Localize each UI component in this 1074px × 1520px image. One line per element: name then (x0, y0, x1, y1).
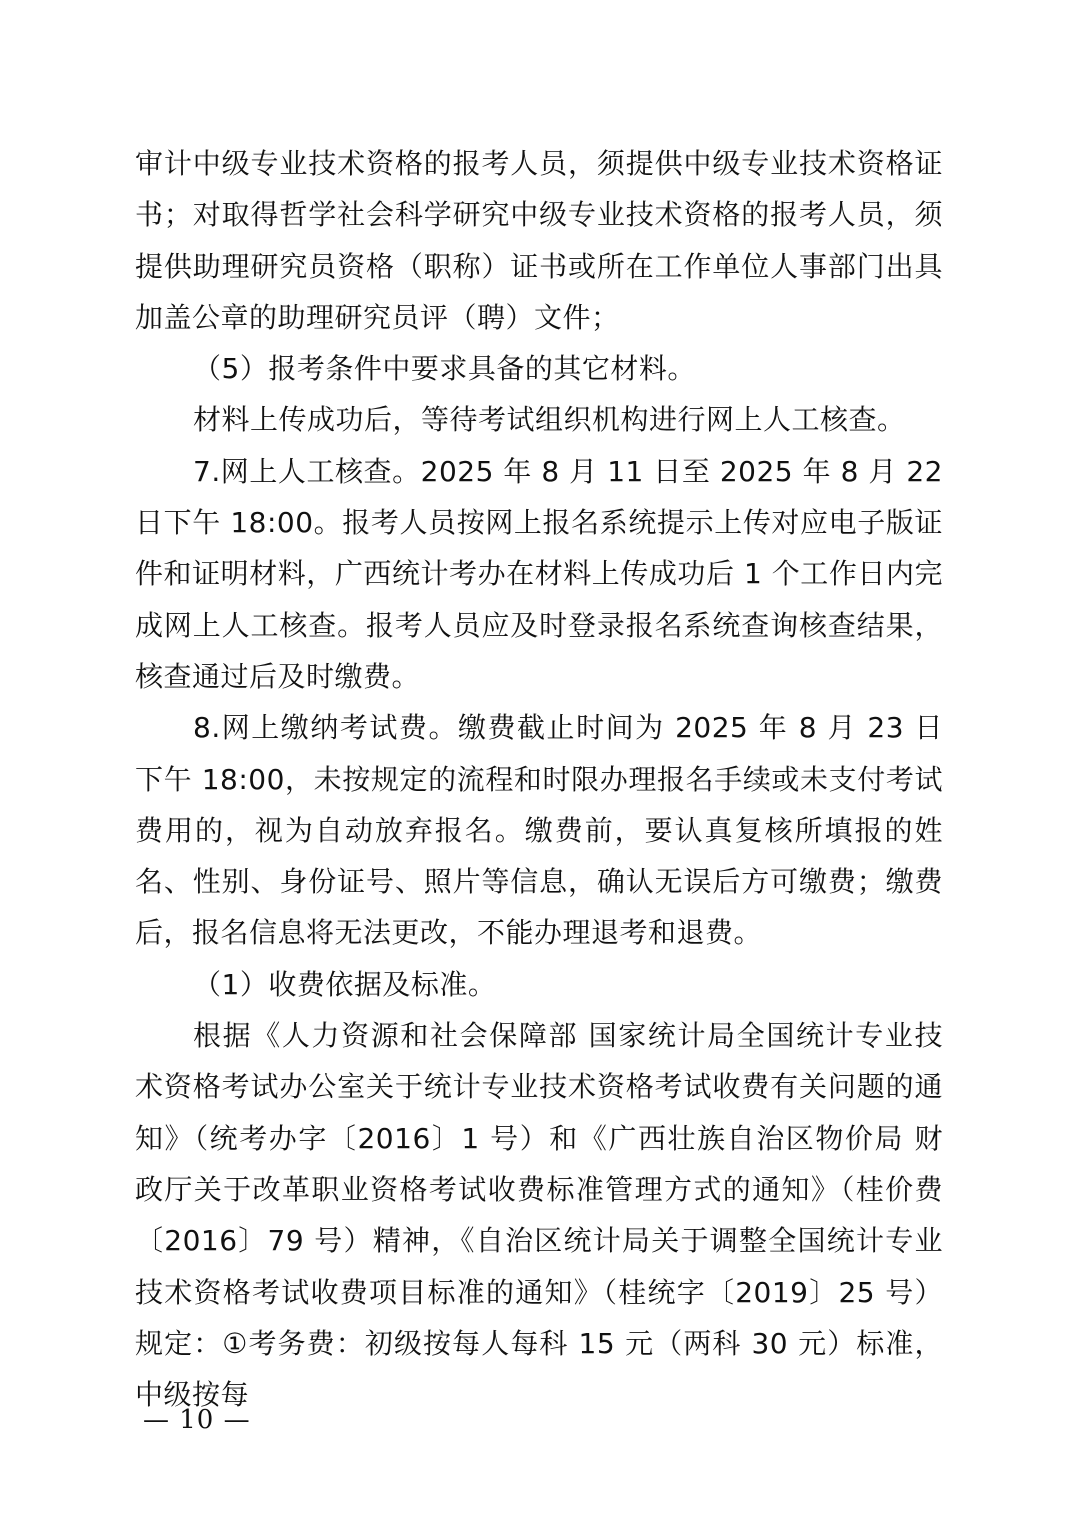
document-body (135, 138, 943, 1420)
paragraph-other-materials: （5）报考条件中要求具备的其它材料。 (193, 352, 696, 386)
paragraph-online-payment: 8.网上缴纳考试费。缴费截止时间为 2025 年 8 月 23 日下午 18:00，未按规定的流程和时限办理报名手续或未支付考试费用的，视为自动放弃报名。缴费前，要认真复核所填报的姓名、性别、身份证号、照片等信息，确认无误后方可缴费；缴费后，报名信息将无法更改，不能办理退考和退费。 (135, 711, 943, 950)
paragraph-await-review: 材料上传成功后，等待考试组织机构进行网上人工核查。 (193, 403, 906, 437)
paragraph-online-review: 7.网上人工核查。2025 年 8 月 11 日至 2025 年 8 月 22 日下午 18:00。报考人员按网上报名系统提示上传对应电子版证件和证明材料，广西统计考办在材料上传成功后 1 个工作日内完成网上人工核查。报考人员应及时登录报名系统查询核查结果，核查通过后及时缴费。 (135, 454, 943, 693)
paragraph-fee-basis-heading: （1）收费依据及标准。 (193, 967, 497, 1001)
paragraph-materials-requirement: 审计中级专业技术资格的报考人员，须提供中级专业技术资格证书；对取得哲学社会科学研究中级专业技术资格的报考人员，须提供助理研究员资格（职称）证书或所在工作单位人事部门出具加盖公章的助理研究员评（聘）文件； (135, 147, 943, 334)
page-number: — 10 — (143, 1405, 251, 1435)
paragraph-fee-basis-detail: 根据《人力资源和社会保障部 国家统计局全国统计专业技术资格考试办公室关于统计专业技术资格考试收费有关问题的通知》（统考办字〔2016〕1 号）和《广西壮族自治区物价局 财政厅关于改革职业资格考试收费标准管理方式的通知》（桂价费〔2016〕79 号）精神，《自治区统计局关于调整全国统计专业技术资格考试收费项目标准的通知》（桂统字〔2019〕25 号）规定：①考务费：初级按每人每科 15 元（两科 30 元）标准，中级按每 (135, 1019, 943, 1412)
